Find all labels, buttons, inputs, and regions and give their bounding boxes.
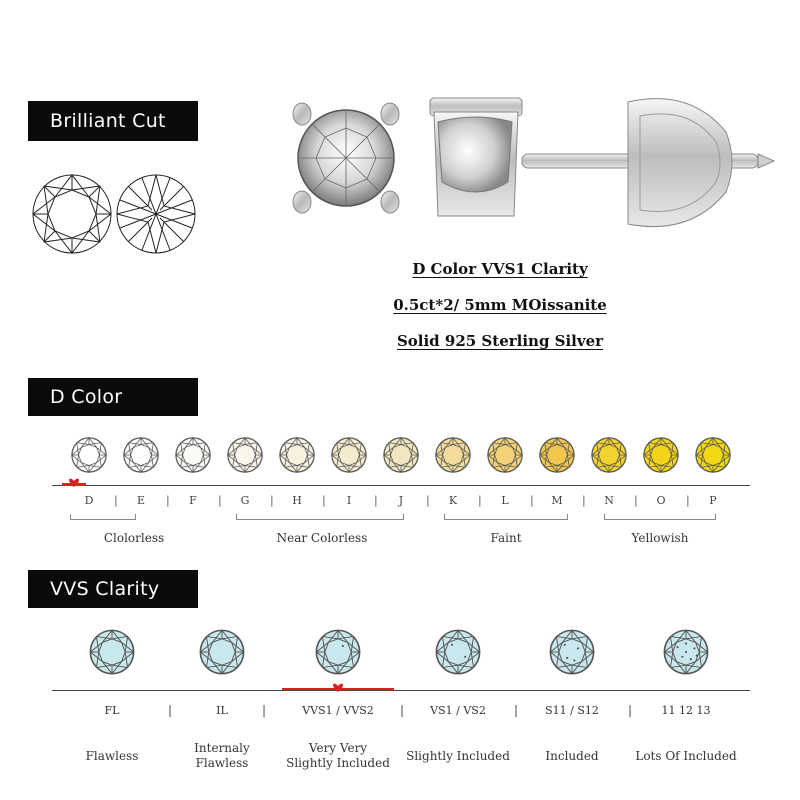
color-scale-line bbox=[52, 485, 750, 486]
color-grade-l: L bbox=[501, 494, 509, 507]
clarity-grade: 11 12 13 bbox=[661, 704, 711, 717]
product-spec-color-clarity: D Color VVS1 Clarity bbox=[412, 260, 588, 278]
color-group-label: Clolorless bbox=[103, 531, 165, 545]
clarity-description bbox=[162, 741, 282, 771]
clarity-scale-tag-label: VVS Clarity bbox=[50, 578, 160, 600]
brilliant-cut-tag-label: Brilliant Cut bbox=[50, 110, 166, 132]
clarity-scale-tag bbox=[28, 570, 198, 608]
clarity-grade: S11 / S12 bbox=[545, 704, 599, 717]
color-gem-j bbox=[382, 436, 420, 474]
clarity-description-line: Lots Of Included bbox=[635, 749, 737, 763]
clarity-grade-separator: | bbox=[628, 703, 633, 717]
brilliant-cut-bottom-diagram bbox=[114, 172, 198, 256]
color-grade-separator: | bbox=[218, 494, 222, 507]
color-group-label: Near Colorless bbox=[276, 531, 368, 545]
clarity-gem-1 bbox=[198, 628, 246, 676]
clarity-gem-3 bbox=[434, 628, 482, 676]
color-grade-separator: | bbox=[166, 494, 170, 507]
clarity-grade-separator: | bbox=[400, 703, 405, 717]
color-grade-i: I bbox=[346, 494, 352, 507]
clarity-grade: VS1 / VS2 bbox=[430, 704, 486, 717]
color-gem-d bbox=[70, 436, 108, 474]
color-selected-marker bbox=[62, 478, 86, 490]
clarity-gem-0 bbox=[88, 628, 136, 676]
clarity-grade: IL bbox=[216, 704, 228, 717]
color-grade-separator: | bbox=[582, 494, 586, 507]
color-grade-g: G bbox=[240, 494, 250, 507]
color-grade-separator: | bbox=[478, 494, 482, 507]
clarity-description bbox=[52, 749, 172, 764]
clarity-description-line: Flawless bbox=[195, 756, 249, 770]
color-gem-m bbox=[538, 436, 576, 474]
color-gem-i bbox=[330, 436, 368, 474]
color-group-bracket bbox=[444, 514, 568, 520]
color-grade-m: M bbox=[551, 494, 563, 507]
color-gem-l bbox=[486, 436, 524, 474]
color-grade-separator: | bbox=[426, 494, 430, 507]
clarity-description bbox=[398, 749, 518, 764]
color-grade-o: O bbox=[656, 494, 666, 507]
color-grade-separator: | bbox=[374, 494, 378, 507]
color-grade-separator: | bbox=[530, 494, 534, 507]
earring-front-illustration bbox=[284, 96, 414, 220]
color-grade-p: P bbox=[709, 494, 717, 507]
color-group-bracket bbox=[604, 514, 716, 520]
clarity-description-line: Included bbox=[545, 749, 599, 763]
color-group-label: Faint bbox=[490, 531, 522, 545]
color-group-bracket bbox=[236, 514, 404, 520]
color-grade-separator: | bbox=[322, 494, 326, 507]
color-group-label: Yellowish bbox=[631, 531, 689, 545]
clarity-grade-separator: | bbox=[168, 703, 173, 717]
clarity-grade-separator: | bbox=[262, 703, 267, 717]
color-gem-n bbox=[590, 436, 628, 474]
clarity-grade: FL bbox=[104, 704, 120, 717]
clarity-gem-4 bbox=[548, 628, 596, 676]
color-grade-separator: | bbox=[686, 494, 690, 507]
clarity-description-line: Flawless bbox=[85, 749, 139, 763]
color-scale-tag bbox=[28, 378, 198, 416]
color-grade-separator: | bbox=[270, 494, 274, 507]
clarity-description bbox=[626, 749, 746, 764]
clarity-grade: VVS1 / VVS2 bbox=[302, 704, 374, 717]
clarity-grade-separator: | bbox=[514, 703, 519, 717]
color-grade-separator: | bbox=[634, 494, 638, 507]
brilliant-cut-top-diagram bbox=[30, 172, 114, 256]
clarity-gem-5 bbox=[662, 628, 710, 676]
color-gem-o bbox=[642, 436, 680, 474]
brilliant-cut-tag bbox=[28, 101, 198, 141]
color-grade-separator: | bbox=[114, 494, 118, 507]
clarity-selected-marker bbox=[282, 683, 394, 695]
product-spec-material: Solid 925 Sterling Silver bbox=[396, 332, 604, 350]
clarity-description bbox=[512, 749, 632, 764]
clarity-description-line: Slightly Included bbox=[406, 749, 510, 763]
color-gem-k bbox=[434, 436, 472, 474]
color-gem-e bbox=[122, 436, 160, 474]
clarity-gem-2 bbox=[314, 628, 362, 676]
color-grade-h: H bbox=[292, 494, 302, 507]
clarity-description-line: Very Very bbox=[308, 741, 368, 755]
color-gem-p bbox=[694, 436, 732, 474]
color-gem-f bbox=[174, 436, 212, 474]
color-grade-j: J bbox=[398, 494, 404, 507]
color-gem-h bbox=[278, 436, 316, 474]
color-group-bracket bbox=[70, 514, 136, 520]
color-grade-k: K bbox=[448, 494, 458, 507]
color-grade-n: N bbox=[604, 494, 614, 507]
earring-side-illustration bbox=[428, 92, 776, 242]
clarity-scale-line bbox=[52, 690, 750, 691]
color-grade-d: D bbox=[84, 494, 94, 507]
color-scale-tag-label: D Color bbox=[50, 386, 123, 408]
clarity-description-line: Internaly bbox=[194, 741, 250, 755]
clarity-description-line: Slightly Included bbox=[286, 756, 390, 770]
color-gem-g bbox=[226, 436, 264, 474]
clarity-description bbox=[278, 741, 398, 771]
product-spec-size: 0.5ct*2/ 5mm MOissanite bbox=[393, 296, 607, 314]
color-grade-e: E bbox=[136, 494, 146, 507]
color-grade-f: F bbox=[189, 494, 197, 507]
